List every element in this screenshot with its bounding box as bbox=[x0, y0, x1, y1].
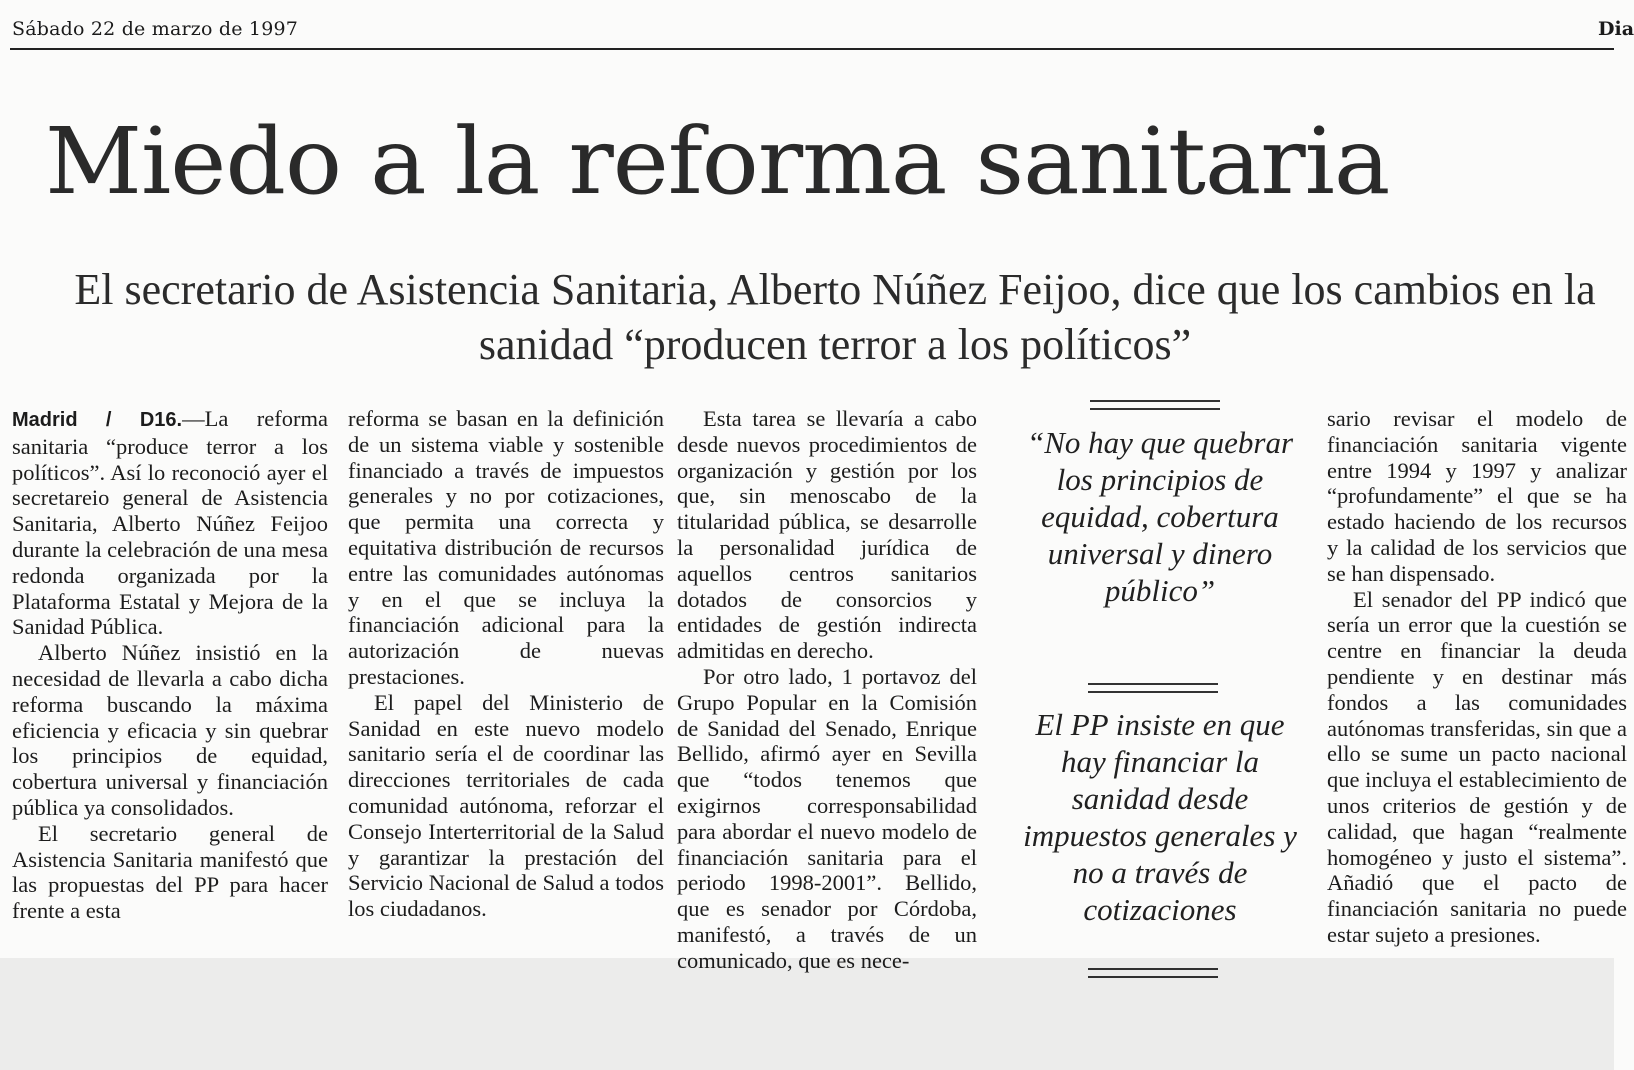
paragraph: El secretario general de Asistencia Sanitaria manifestó que las propuestas del PP para hacer frente a esta bbox=[12, 820, 328, 924]
paragraph: Por otro lado, 1 portavoz del Grupo Popular en la Comisión de Sanidad del Senado, Enrique Bellido, afirmó ayer en Sevilla que “todos tenemos que exigirnos corresponsabilidad para abordar el nuevo modelo de financiación sanitaria para el periodo 1998-2001”. Bellido, que es senador por Córdoba, manifestó, a través de un comunicado, que es nece- bbox=[677, 663, 977, 973]
dateline: Madrid / D16. bbox=[12, 409, 183, 431]
article-column-2 bbox=[348, 406, 664, 922]
pull-quote-2: El PP insiste en que hay financiar la sanidad desde impuestos generales y no a través de cotizaciones bbox=[1023, 707, 1297, 927]
article-column-1 bbox=[12, 406, 328, 924]
headline: Miedo a la reforma sanitaria bbox=[45, 108, 1390, 215]
quote-rule-middle bbox=[1088, 683, 1218, 693]
paragraph: reforma se basan en la definición de un sistema viable y sostenible financiado a través de impuestos generales y no por cotizaciones, que permita una correcta y equitativa distribución de recursos entre las comunidades autónomas y en el que se incluya la financiación adicional para la autorización de nuevas prestaciones. bbox=[348, 406, 664, 689]
newspaper-name: Dia bbox=[1598, 18, 1634, 40]
paragraph: Esta tarea se llevaría a cabo desde nuevos procedimientos de organización y gestión por los que, sin menoscabo de la titularidad pública, se desarrolle la personalidad jurídica de aquellos centros sanitarios dotados de consorcios y entidades de gestión indirecta admitidas en derecho. bbox=[677, 406, 977, 664]
paragraph-text: —La reforma sanitaria “produce terror a los políticos”. Así lo reconoció ayer el secretareio general de Asistencia Sanitaria, Alberto Núñez Feijoo durante la celebración de una mesa redonda organizada por la Plataforma Estatal y Mejora de la Sanidad Pública. bbox=[12, 406, 328, 640]
quote-rule-top bbox=[1090, 400, 1220, 410]
paragraph bbox=[12, 406, 328, 640]
pull-quote-1: “No hay que quebrar los principios de equidad, cobertura universal y dinero público” bbox=[1026, 425, 1294, 608]
quote-rule-bottom bbox=[1088, 968, 1218, 978]
header-rule bbox=[10, 48, 1614, 50]
article-column-3 bbox=[677, 406, 977, 974]
scan-shadow bbox=[0, 958, 1614, 1070]
paragraph: sario revisar el modelo de financiación sanitaria vigente entre 1994 y 1997 y analizar “profundamente” el que se ha estado haciendo de los recursos y la calidad de los servicios que se han dispensado. bbox=[1327, 406, 1627, 586]
issue-date: Sábado 22 de marzo de 1997 bbox=[12, 18, 299, 40]
paragraph: El senador del PP indicó que sería un error que la cuestión se centre en financiar la deuda pendiente y en destinar más fondos a las comunidades autónomas transferidas, sin que a ello se sume un pacto nacional que incluya el establecimiento de unos criterios de gestión y de calidad, que hagan “realmente homogéneo y justo el sistema”. Añadió que el pacto de financiación sanitaria no puede estar sujeto a presiones. bbox=[1327, 586, 1627, 947]
page-header bbox=[10, 14, 1634, 50]
subheadline: El secretario de Asistencia Sanitaria, Alberto Núñez Feijoo, dice que los cambios en la sanidad “producen terror a los políticos” bbox=[74, 265, 1596, 369]
paragraph: El papel del Ministerio de Sanidad en este nuevo modelo sanitario sería el de coordinar las direcciones territoriales de cada comunidad autónoma, reforzar el Consejo Interterritorial de la Salud y garantizar la prestación del Servicio Nacional de Salud a todos los ciudadanos. bbox=[348, 689, 664, 922]
article-column-5 bbox=[1327, 406, 1627, 948]
paragraph: Alberto Núñez insistió en la necesidad de llevarla a cabo dicha reforma buscando la máxima eficiencia y eficacia y sin quebrar los principios de equidad, cobertura universal y financiación pública ya consolidados. bbox=[12, 640, 328, 820]
